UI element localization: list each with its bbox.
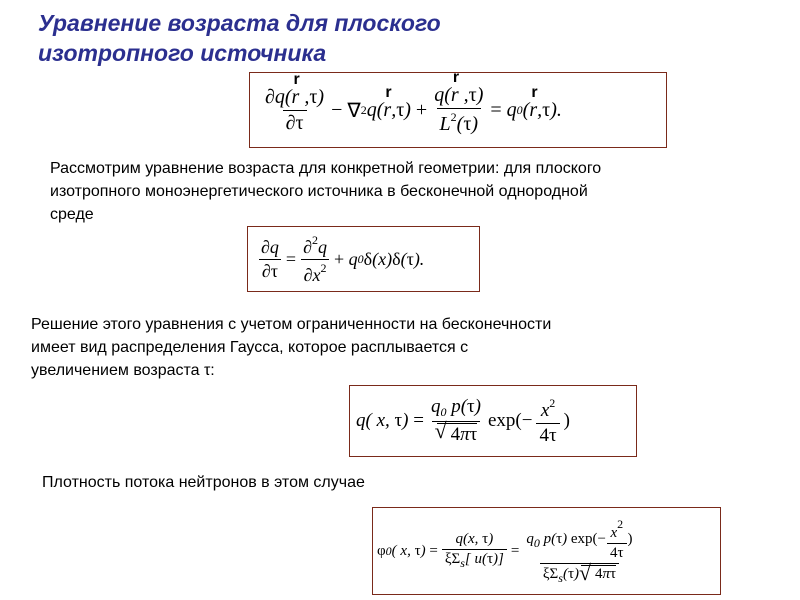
paragraph-2-line-3: увеличением возраста τ: — [31, 362, 215, 379]
equation-3-box — [349, 385, 637, 457]
equation-1-box — [249, 69, 667, 148]
paragraph-1-line-3: среде — [50, 206, 94, 223]
equation-1: ∂q(r r ,τ) ∂τ − ∇ 2 q( r r , τ ) + q(r r ,τ) $L^2(\tau)$ = q 0 ( r r , τ ). — [265, 69, 562, 135]
equation-4: φ 0 ( x, τ ) = $\frac{q(x, \tau)}{\xi\Sigma_s[ u(\tau)]}$ = $q_0$ p(τ) exp(− $\frac{x^2}{4\tau}$ ) $\xi\Sigma_s(\tau)√$ 4πτ — [377, 514, 640, 588]
paragraph-2-line-1: Решение этого уравнения с учетом ограниченности на бесконечности — [31, 316, 552, 333]
equation-2-box — [247, 226, 480, 292]
paragraph-3 — [42, 471, 365, 494]
equation-3: q( x, τ ) = $q_0$ p(τ) √ 4πτ exp(− $\frac{x^2}{4\tau}$ ) — [356, 392, 570, 450]
equation-4-box — [372, 507, 721, 595]
equation-2: $\frac{\partial q}{\partial\tau}$ = $\frac{\partial^2q}{\partial x^2}$ + q 0 δ (x) δ ( τ ). — [254, 231, 424, 287]
paragraph-3-line-1: Плотность потока нейтронов в этом случае — [42, 474, 365, 491]
paragraph-1 — [50, 157, 601, 226]
title-line-1: Уравнение возраста для плоского — [38, 10, 441, 36]
paragraph-1-line-2: изотропного моноэнергетического источника в бесконечной однородной — [50, 183, 588, 200]
paragraph-2 — [31, 313, 551, 382]
slide-title — [38, 8, 558, 68]
paragraph-1-line-1: Рассмотрим уравнение возраста для конкретной геометрии: для плоского — [50, 160, 602, 177]
paragraph-2-line-2: имеет вид распределения Гаусса, которое расплывается с — [31, 339, 469, 356]
title-line-2: изотропного источника — [38, 40, 327, 66]
